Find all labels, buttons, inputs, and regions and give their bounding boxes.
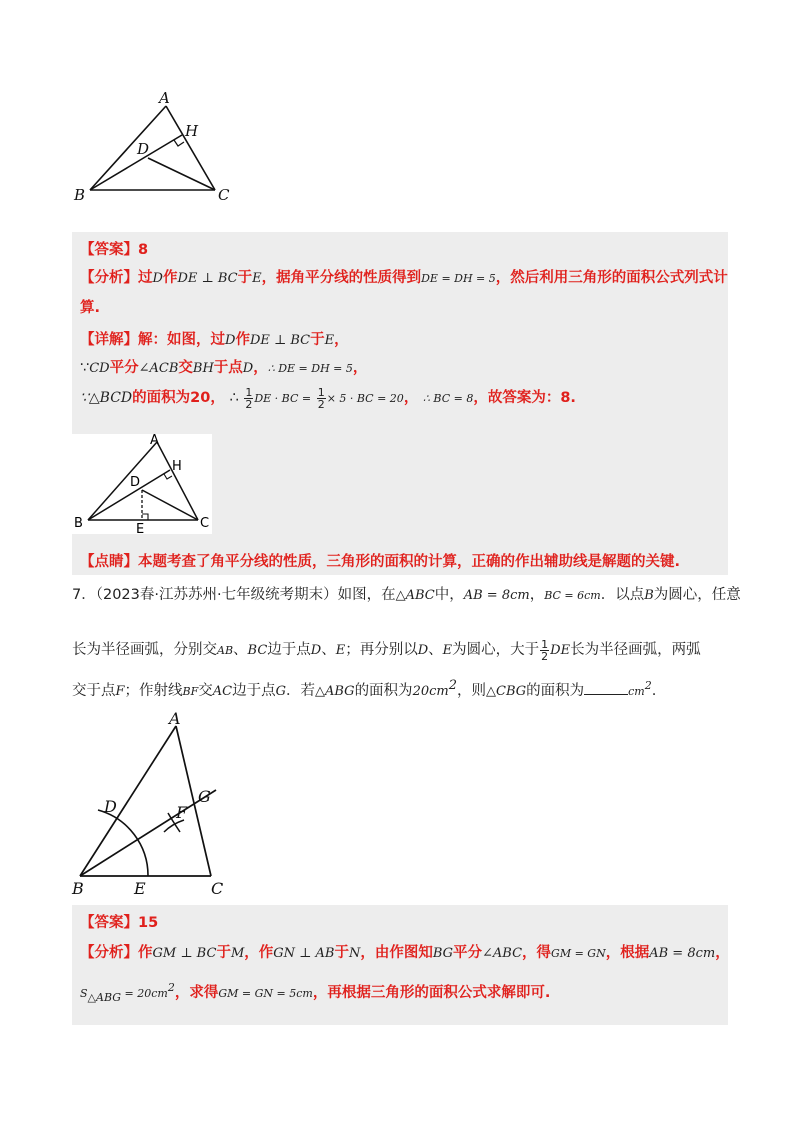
analysis-line-cont: $S_{\triangle ABG} = 20cm^2$，求得GM = GN = 5cm，再根据三角形的面积公式求解即可. — [80, 981, 551, 1004]
question-7-line-1: 7．（2023春·江苏苏州·七年级统考期末）如图，在△ABC中，AB = 8cm，BC = 6cm．以点B为圆心，任意 — [72, 587, 741, 603]
label-C: C — [211, 879, 224, 898]
label-C: C — [200, 516, 210, 531]
label-A: A — [169, 709, 181, 728]
analysis-line-cont: 算. — [80, 300, 101, 316]
answer-blank — [584, 682, 628, 695]
label-E: E — [134, 879, 146, 898]
comment-line: 【点睛】本题考查了角平分线的性质，三角形的面积的计算，正确的作出辅助线是解题的关键. — [80, 554, 681, 570]
label-D: D — [137, 140, 150, 158]
solution-panel-6 — [72, 232, 728, 575]
label-D: D — [130, 475, 141, 490]
detail-line-1: 【详解】解：如图，过D作DE ⊥ BC于E， — [80, 332, 349, 348]
answer-line: 【答案】8 — [80, 242, 149, 258]
analysis-line: 【分析】作GM ⊥ BC于M，作GN ⊥ AB于N，由作图知BG平分∠ABC，得GM = GN，根据AB = 8cm， — [80, 945, 730, 961]
figure-triangle-abc-3 — [68, 708, 248, 898]
label-D: D — [104, 797, 117, 816]
label-B: B — [72, 879, 84, 898]
label-B: B — [74, 516, 83, 531]
label-C: C — [218, 186, 230, 204]
label-A: A — [150, 434, 159, 448]
solution-panel-7 — [72, 905, 728, 1025]
answer-line: 【答案】15 — [80, 915, 159, 931]
detail-line-3: ∵△BCD的面积为20， ∴ $\frac{1}{2}$ DE · BC = $\frac{1}{2}$ × 5 · BC = 20， ∴ BC = 8，故答案为：8. — [80, 385, 576, 411]
label-H: H — [185, 122, 199, 140]
label-G: G — [198, 787, 211, 806]
label-B: B — [74, 186, 86, 204]
label-A: A — [159, 89, 170, 107]
question-7-line-2: 长为半径画弧，分别交AB、BC边于点D、E；再分别以D、E为圆心，大于 $\frac{1}{2}$ DE长为半径画弧，两弧 — [72, 637, 701, 663]
detail-line-2: ∵CD平分∠ACB交BH于点D，∴ DE = DH = 5， — [80, 360, 368, 376]
question-7-line-3: 交于点F；作射线BF交AC边于点G．若△ABG的面积为$20cm^2$，则△CBG的面积为 $cm^2$. — [72, 678, 657, 699]
figure-triangle-abc-2 — [72, 434, 212, 534]
analysis-line: 【分析】过D作DE ⊥ BC于E，据角平分线的性质得到DE = DH = 5，然后利用三角形的面积公式列式计 — [80, 270, 728, 286]
label-F: F — [176, 803, 188, 822]
figure-triangle-abc-1 — [70, 88, 240, 208]
label-E: E — [136, 522, 145, 534]
label-H: H — [172, 459, 182, 474]
